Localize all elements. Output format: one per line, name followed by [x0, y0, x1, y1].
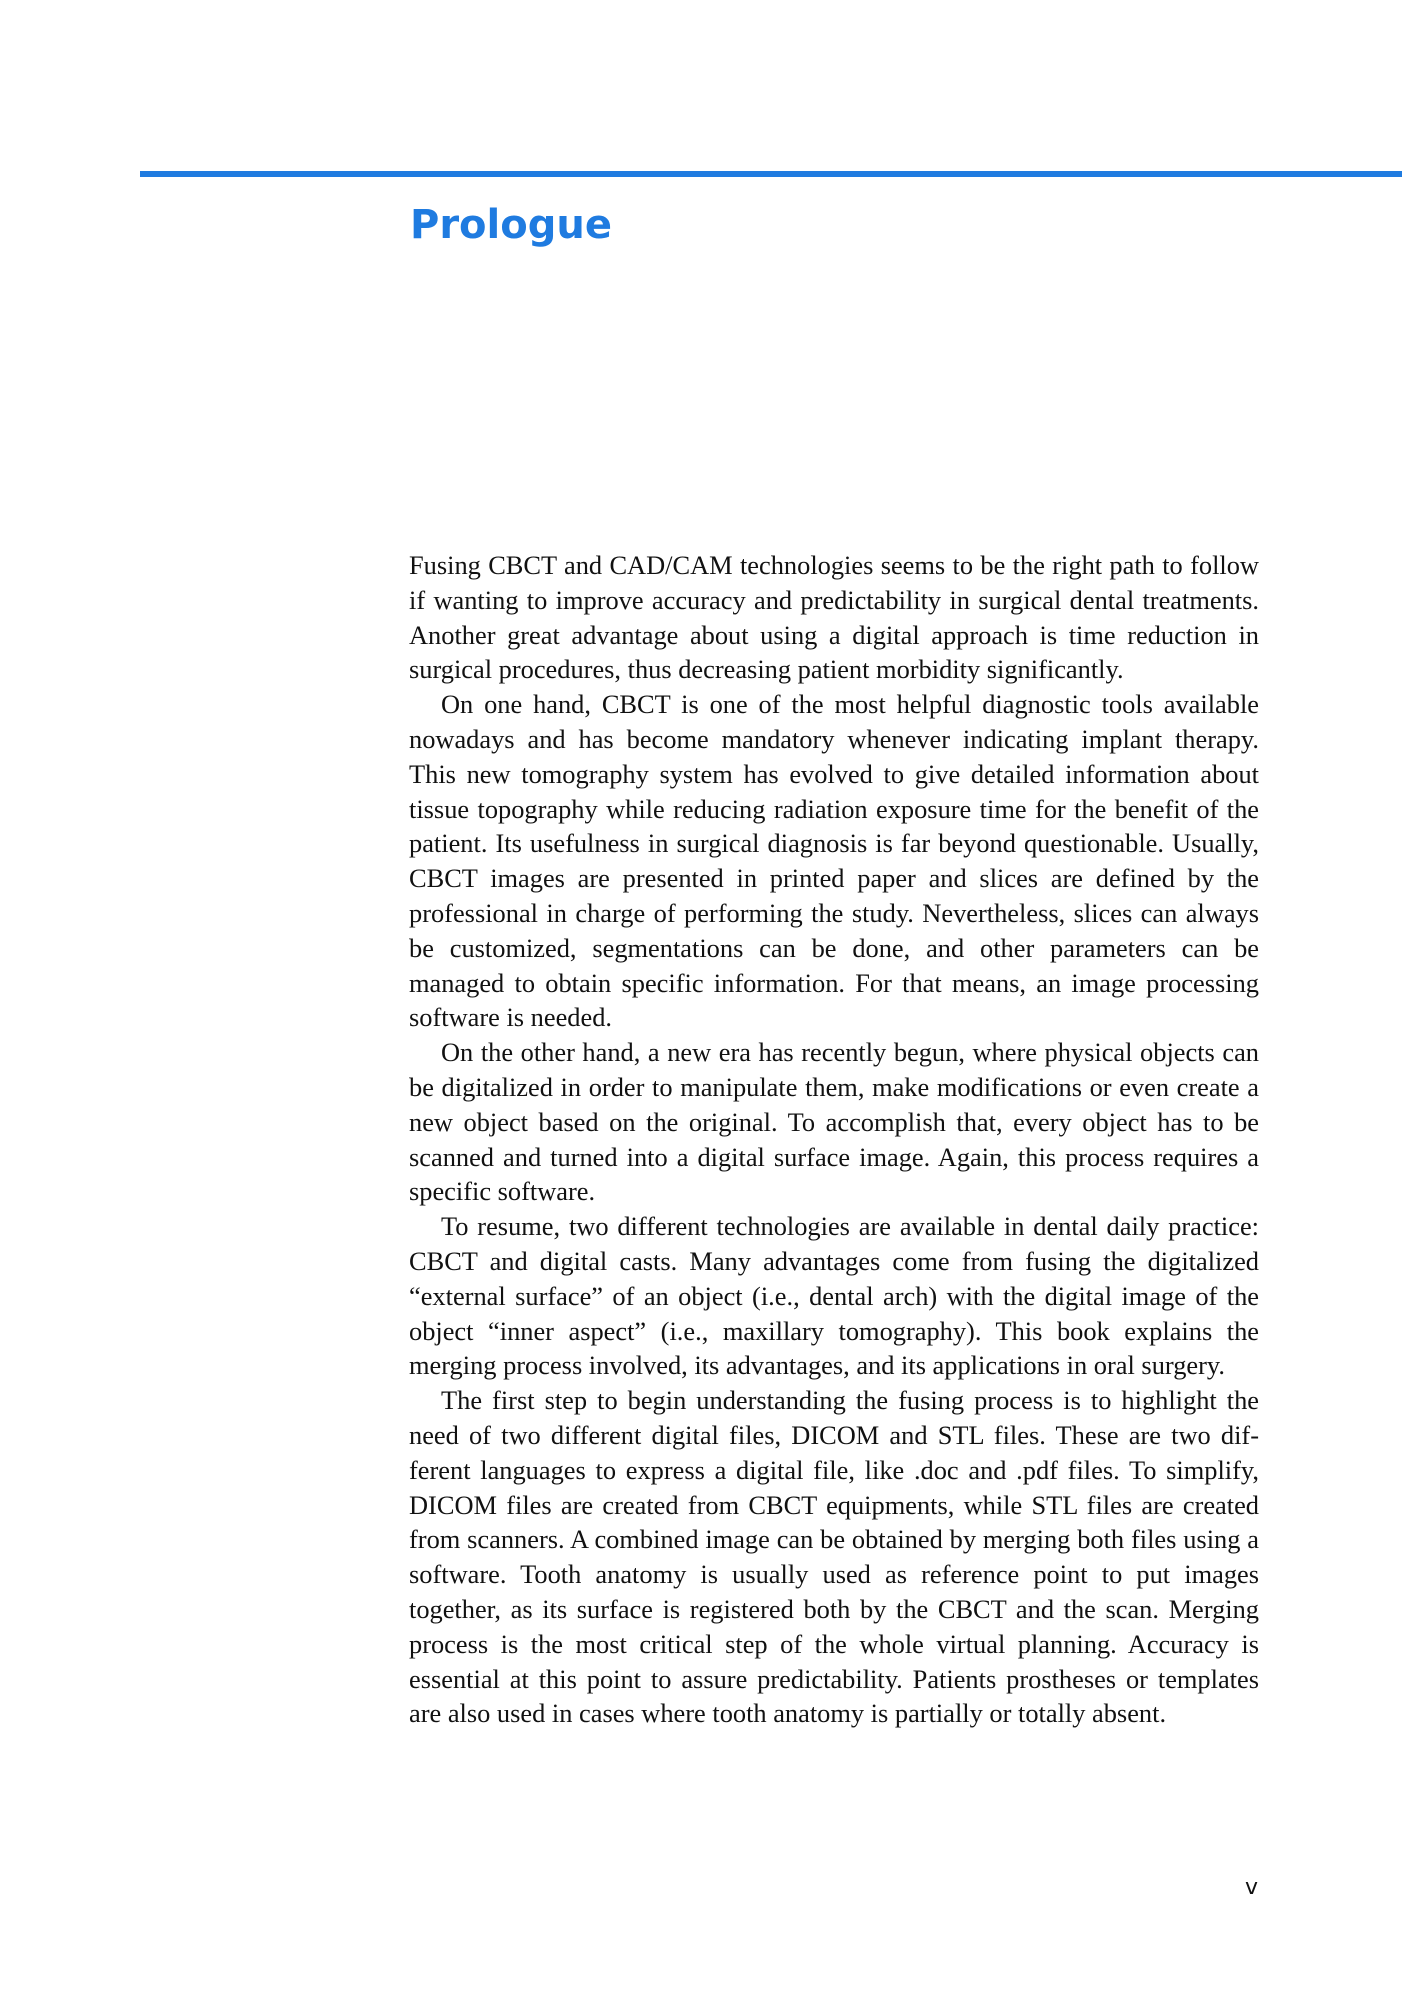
- paragraph-1: Fusing CBCT and CAD/CAM technologies seems to be the right path to follow if wanting to improve accuracy and predictability in surgical dental treatments. Another great advantage about using a digital approach is time reduction in surgical procedures, thus decreasing patient morbidity significantly.: [409, 550, 1259, 685]
- paragraph-5: The first step to begin understanding the fusing process is to highlight the need of two different digital files, DICOM and STL files. These are two different languages to express a digital file, like .doc and .pdf files. To simplify, DICOM files are created from CBCT equipments, while STL files are created from scanners. A combined image can be obtained by merging both files using a software. Tooth anatomy is usually used as reference point to put images together, as its surface is registered both by the CBCT and the scan. Merging process is the most critical step of the whole virtual planning. Accuracy is essential at this point to assure predictability. Patients prostheses or templates are also used in cases where tooth anatomy is partially or totally absent.: [409, 1385, 1259, 1729]
- prologue-body: [409, 548, 1259, 1731]
- paragraph-4: To resume, two different technologies are available in dental daily practice: CBCT and digital casts. Many advantages come from fusing the digitalized “external surface” of an object (i.e., dental arch) with the digital image of the object “inner aspect” (i.e., maxillary tomography). This book explains the merging process involved, its advantages, and its applications in oral surgery.: [409, 1211, 1259, 1381]
- page-title: Prologue: [410, 202, 612, 248]
- page-number: v: [1245, 1875, 1259, 1900]
- paragraph-2: On one hand, CBCT is one of the most helpful diagnostic tools available nowadays and has become mandatory whenever indicating implant therapy. This new tomography system has evolved to give detailed information about tissue topography while reducing radiation exposure time for the benefit of the patient. Its usefulness in surgical diagnosis is far beyond questionable. Usually, CBCT images are presented in printed paper and slices are defined by the professional in charge of performing the study. Nevertheless, slices can always be customized, segmentations can be done, and other parameters can be managed to obtain specific information. For that means, an image processing software is needed.: [409, 689, 1259, 1033]
- paragraph-3: On the other hand, a new era has recently begun, where physical objects can be digitalized in order to manipulate them, make modifications or even create a new object based on the original. To accomplish that, every object has to be scanned and turned into a digital surface image. Again, this process requires a specific software.: [409, 1037, 1259, 1207]
- header-rule: [140, 171, 1402, 177]
